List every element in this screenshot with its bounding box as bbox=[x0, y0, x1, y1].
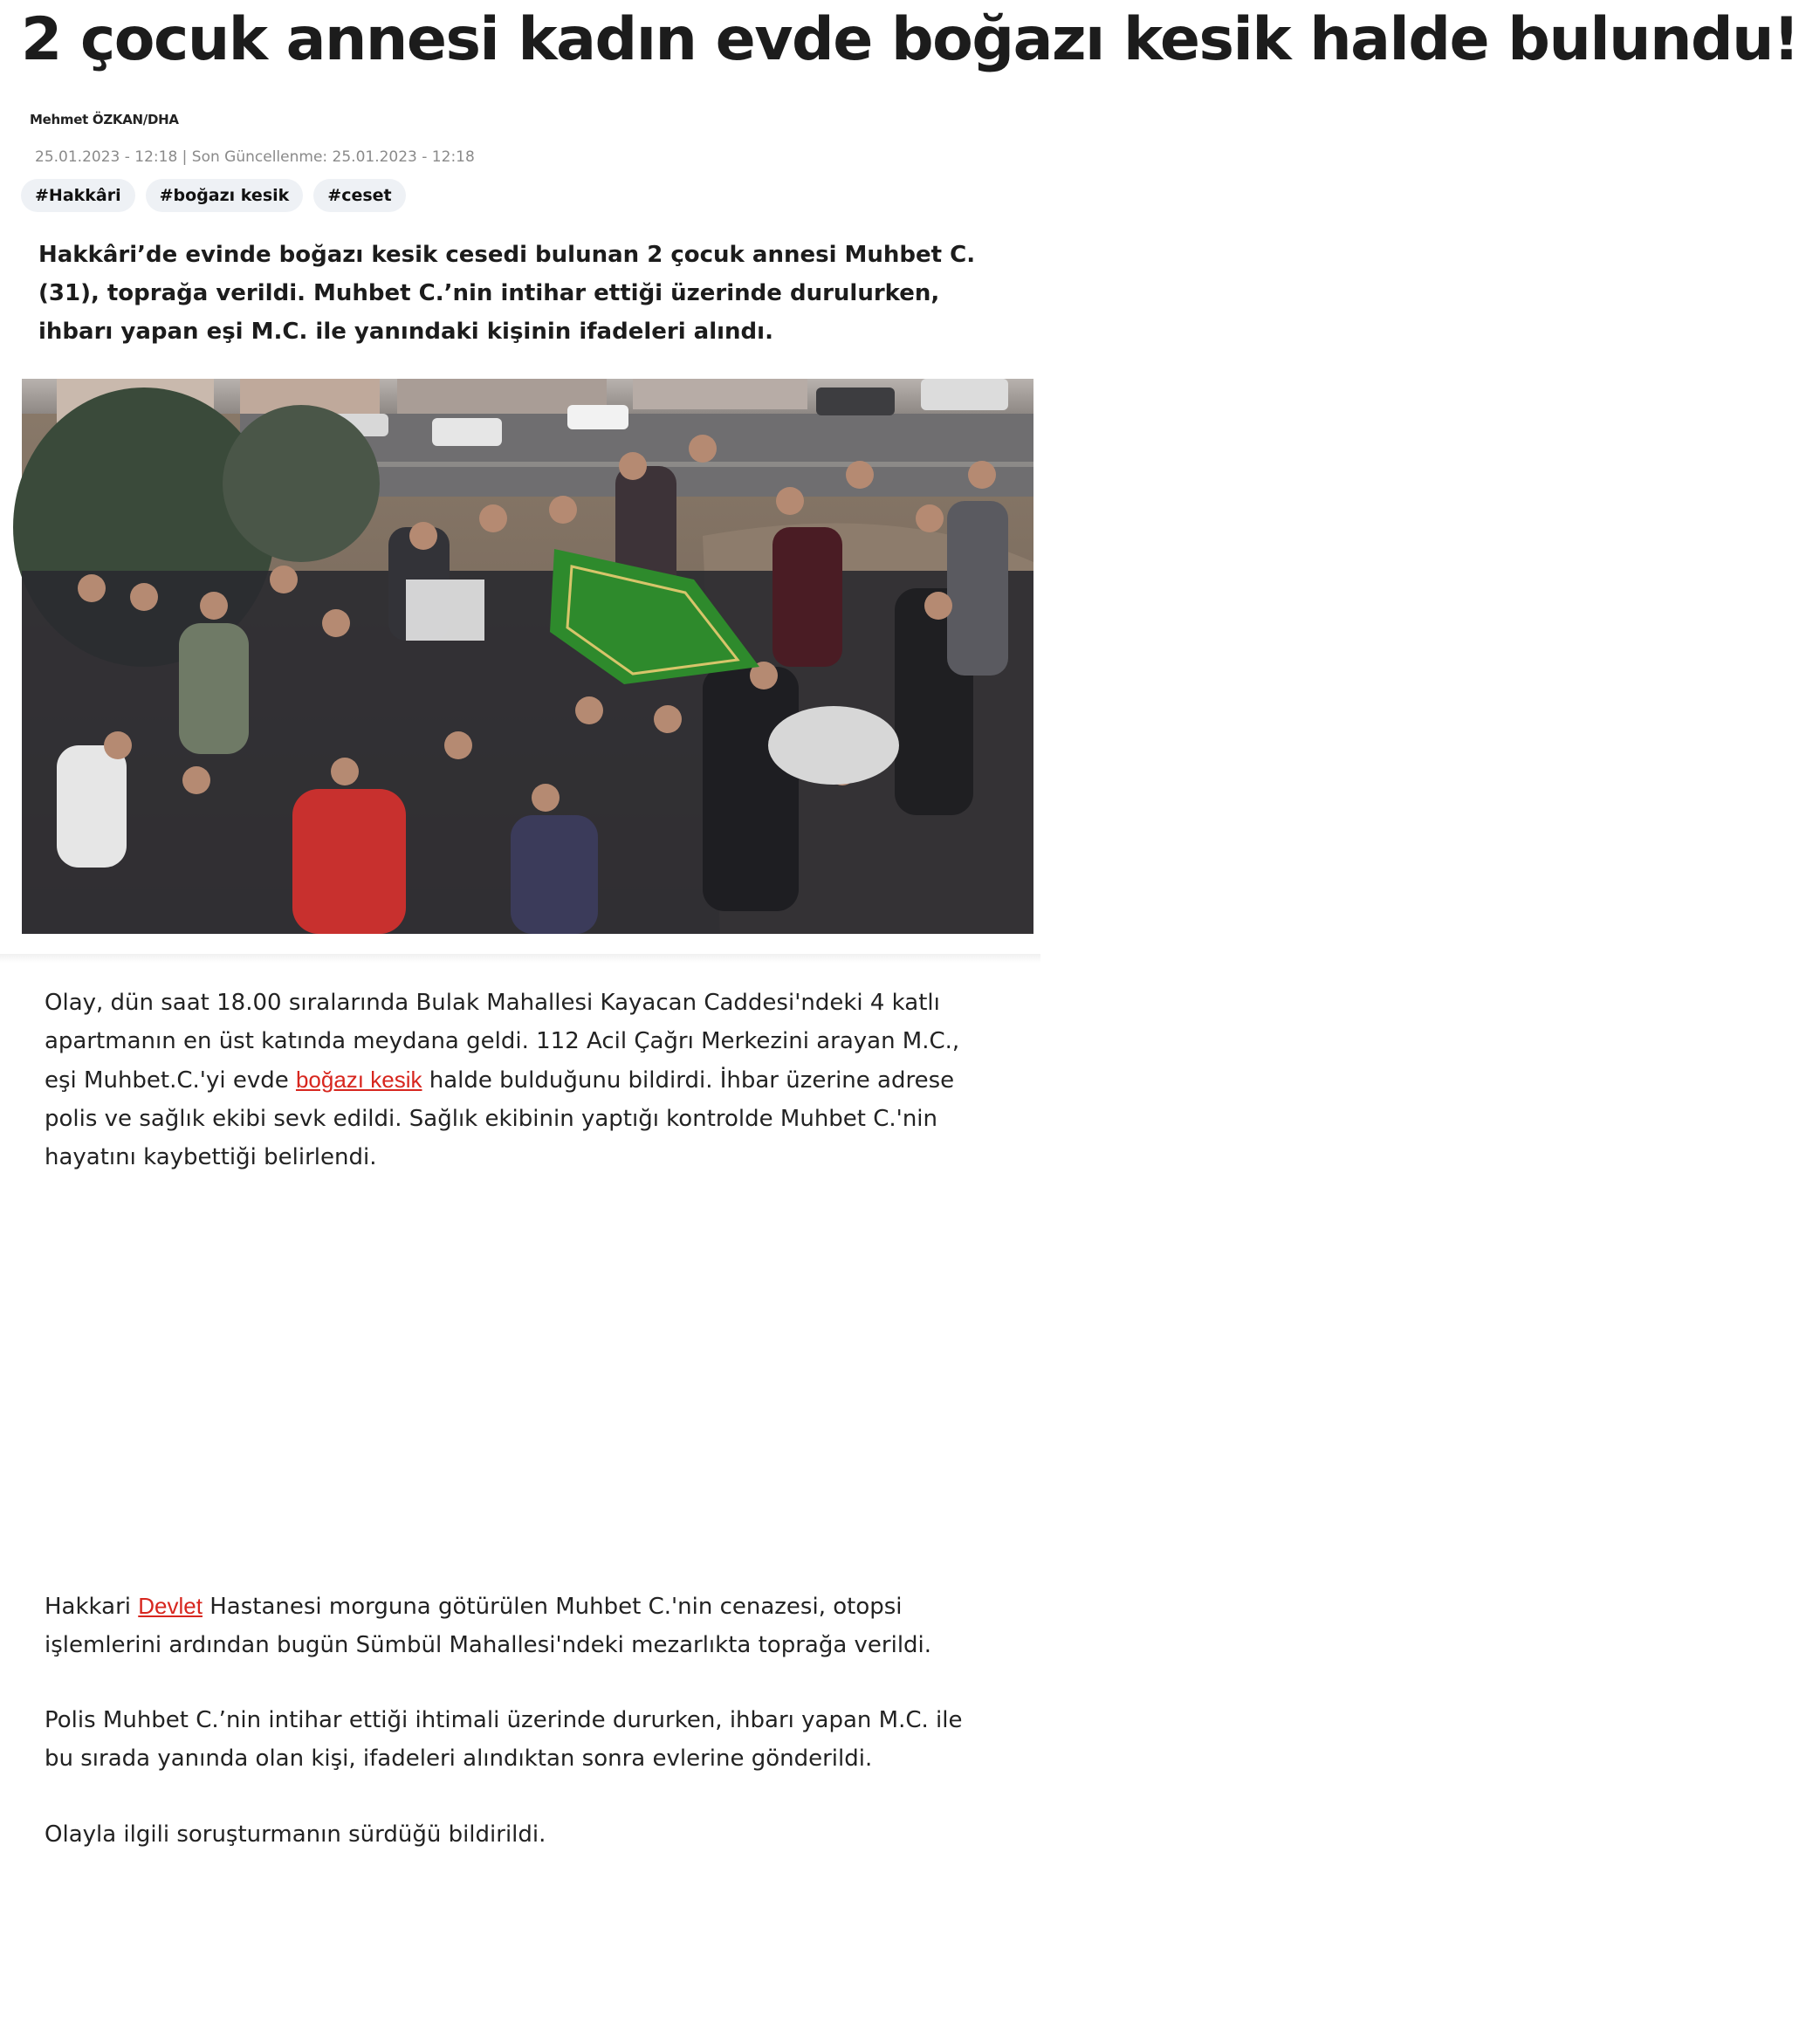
article-paragraph-4: Olayla ilgili soruşturmanın sürdüğü bildirildi. bbox=[45, 1821, 546, 1848]
publish-dates: 25.01.2023 - 12:18 | Son Güncellenme: 25.01.2023 - 12:18 bbox=[35, 148, 475, 166]
tag-list bbox=[21, 179, 406, 212]
tag-bogazi-kesik[interactable]: #boğazı kesik bbox=[146, 179, 304, 212]
link-devlet[interactable]: Devlet bbox=[138, 1593, 203, 1619]
funeral-photo-image bbox=[22, 379, 1033, 934]
author-name[interactable]: Mehmet ÖZKAN/DHA bbox=[30, 112, 179, 127]
link-bogazi-kesik[interactable]: boğazı kesik bbox=[295, 1067, 422, 1093]
funeral-photo bbox=[22, 379, 1033, 934]
section-divider bbox=[0, 954, 1040, 963]
article-title: 2 çocuk annesi kadın evde boğazı kesik halde bulundu! bbox=[21, 5, 1799, 74]
article-paragraph-3: Polis Muhbet C.’nin intihar ettiği ihtimali üzerinde dururken, ihbarı yapan M.C. ile bu sırada yanında olan kişi, ifadeleri alındıktan sonra evlerine gönderildi. bbox=[45, 1707, 963, 1772]
tag-ceset[interactable]: #ceset bbox=[313, 179, 405, 212]
article-paragraph-1: Olay, dün saat 18.00 sıralarında Bulak Mahallesi Kayacan Caddesi'ndeki 4 katlı apartmanın en üst katında meydana geldi. 112 Acil Çağrı Merkezini arayan M.C., eşi Muhbet.C.'yi evde boğazı kesik halde bulduğunu bildirdi. İhbar üzerine adrese polis ve sağlık ekibi sevk edildi. Sağlık ekibinin yaptığı kontrolde Muhbet C.'nin hayatını kaybettiği belirlendi. bbox=[45, 990, 960, 1170]
article-paragraph-2: Hakkari Devlet Hastanesi morguna götürülen Muhbet C.'nin cenazesi, otopsi işlemlerini ardından bugün Sümbül Mahallesi'ndeki mezarlıkta toprağa verildi. bbox=[45, 1593, 932, 1658]
article-spot: Hakkâri’de evinde boğazı kesik cesedi bulunan 2 çocuk annesi Muhbet C. (31), toprağa verildi. Muhbet C.’nin intihar ettiği üzerinde durulurken, ihbarı yapan eşi M.C. ile yanındaki kişinin ifadeleri alındı. bbox=[38, 242, 976, 345]
tag-hakkari[interactable]: #Hakkâri bbox=[21, 179, 135, 212]
